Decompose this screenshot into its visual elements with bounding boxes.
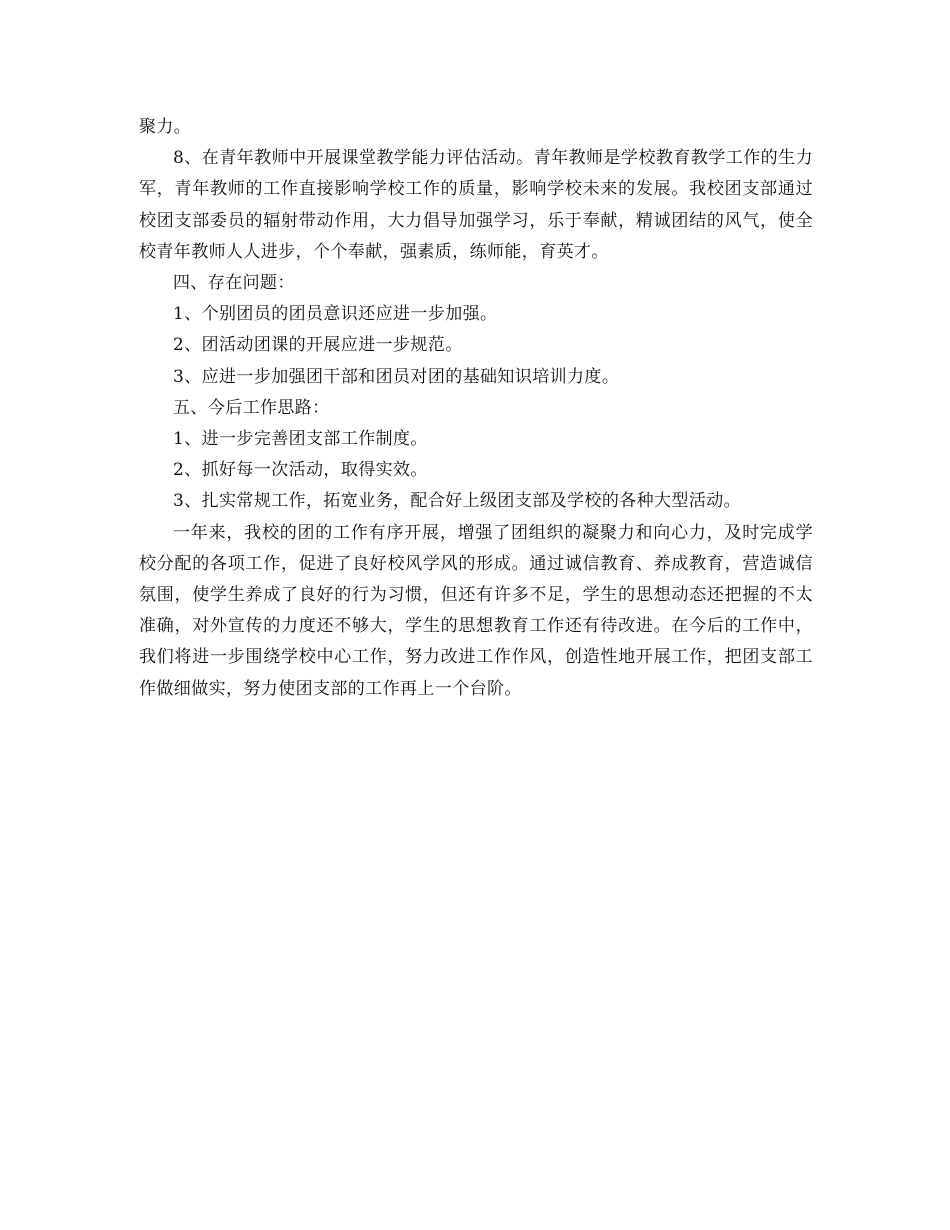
paragraph-continuation: 聚力。 xyxy=(139,117,192,137)
section-heading-problems: 四、存在问题： xyxy=(173,273,295,294)
paragraph-item-8: 8、在青年教师中开展课堂教学能力评估活动。青年教师是学校教育教学工作的生力军，青年教师的工作直接影响学校工作的质量，影响学校未来的发展。我校团支部通过校团支部委员的辐射带动作用，大力倡导加强学习，乐于奉献，精诚团结的风气，使全校青年教师人人进步，个个奉献，强素质，练师能，育英才。 xyxy=(139,148,813,262)
plan-item-1: 1、进一步完善团支部工作制度。 xyxy=(173,429,428,450)
plan-item-3: 3、扎实常规工作，拓宽业务，配合好上级团支部及学校的各种大型活动。 xyxy=(173,491,742,512)
problem-item-1: 1、个别团员的团员意识还应进一步加强。 xyxy=(173,304,498,325)
section-heading-future-plans: 五、今后工作思路： xyxy=(173,397,330,418)
problem-item-3: 3、应进一步加强团干部和团员对团的基础知识培训力度。 xyxy=(173,366,620,387)
document-body xyxy=(139,112,813,705)
problem-item-2: 2、团活动团课的开展应进一步规范。 xyxy=(173,335,463,356)
paragraph-summary: 一年来，我校的团的工作有序开展，增强了团组织的凝聚力和向心力，及时完成学校分配的各项工作，促进了良好校风学风的形成。通过诚信教育、养成教育，营造诚信氛围，使学生养成了良好的行为习惯，但还有许多不足，学生的思想动态还把握的不太准确，对外宣传的力度还不够大，学生的思想教育工作还有待改进。在今后的工作中，我们将进一步围绕学校中心工作，努力改进工作作风，创造性地开展工作，把团支部工作做细做实，努力使团支部的工作再上一个台阶。 xyxy=(139,522,813,699)
plan-item-2: 2、抓好每一次活动，取得实效。 xyxy=(173,460,428,481)
